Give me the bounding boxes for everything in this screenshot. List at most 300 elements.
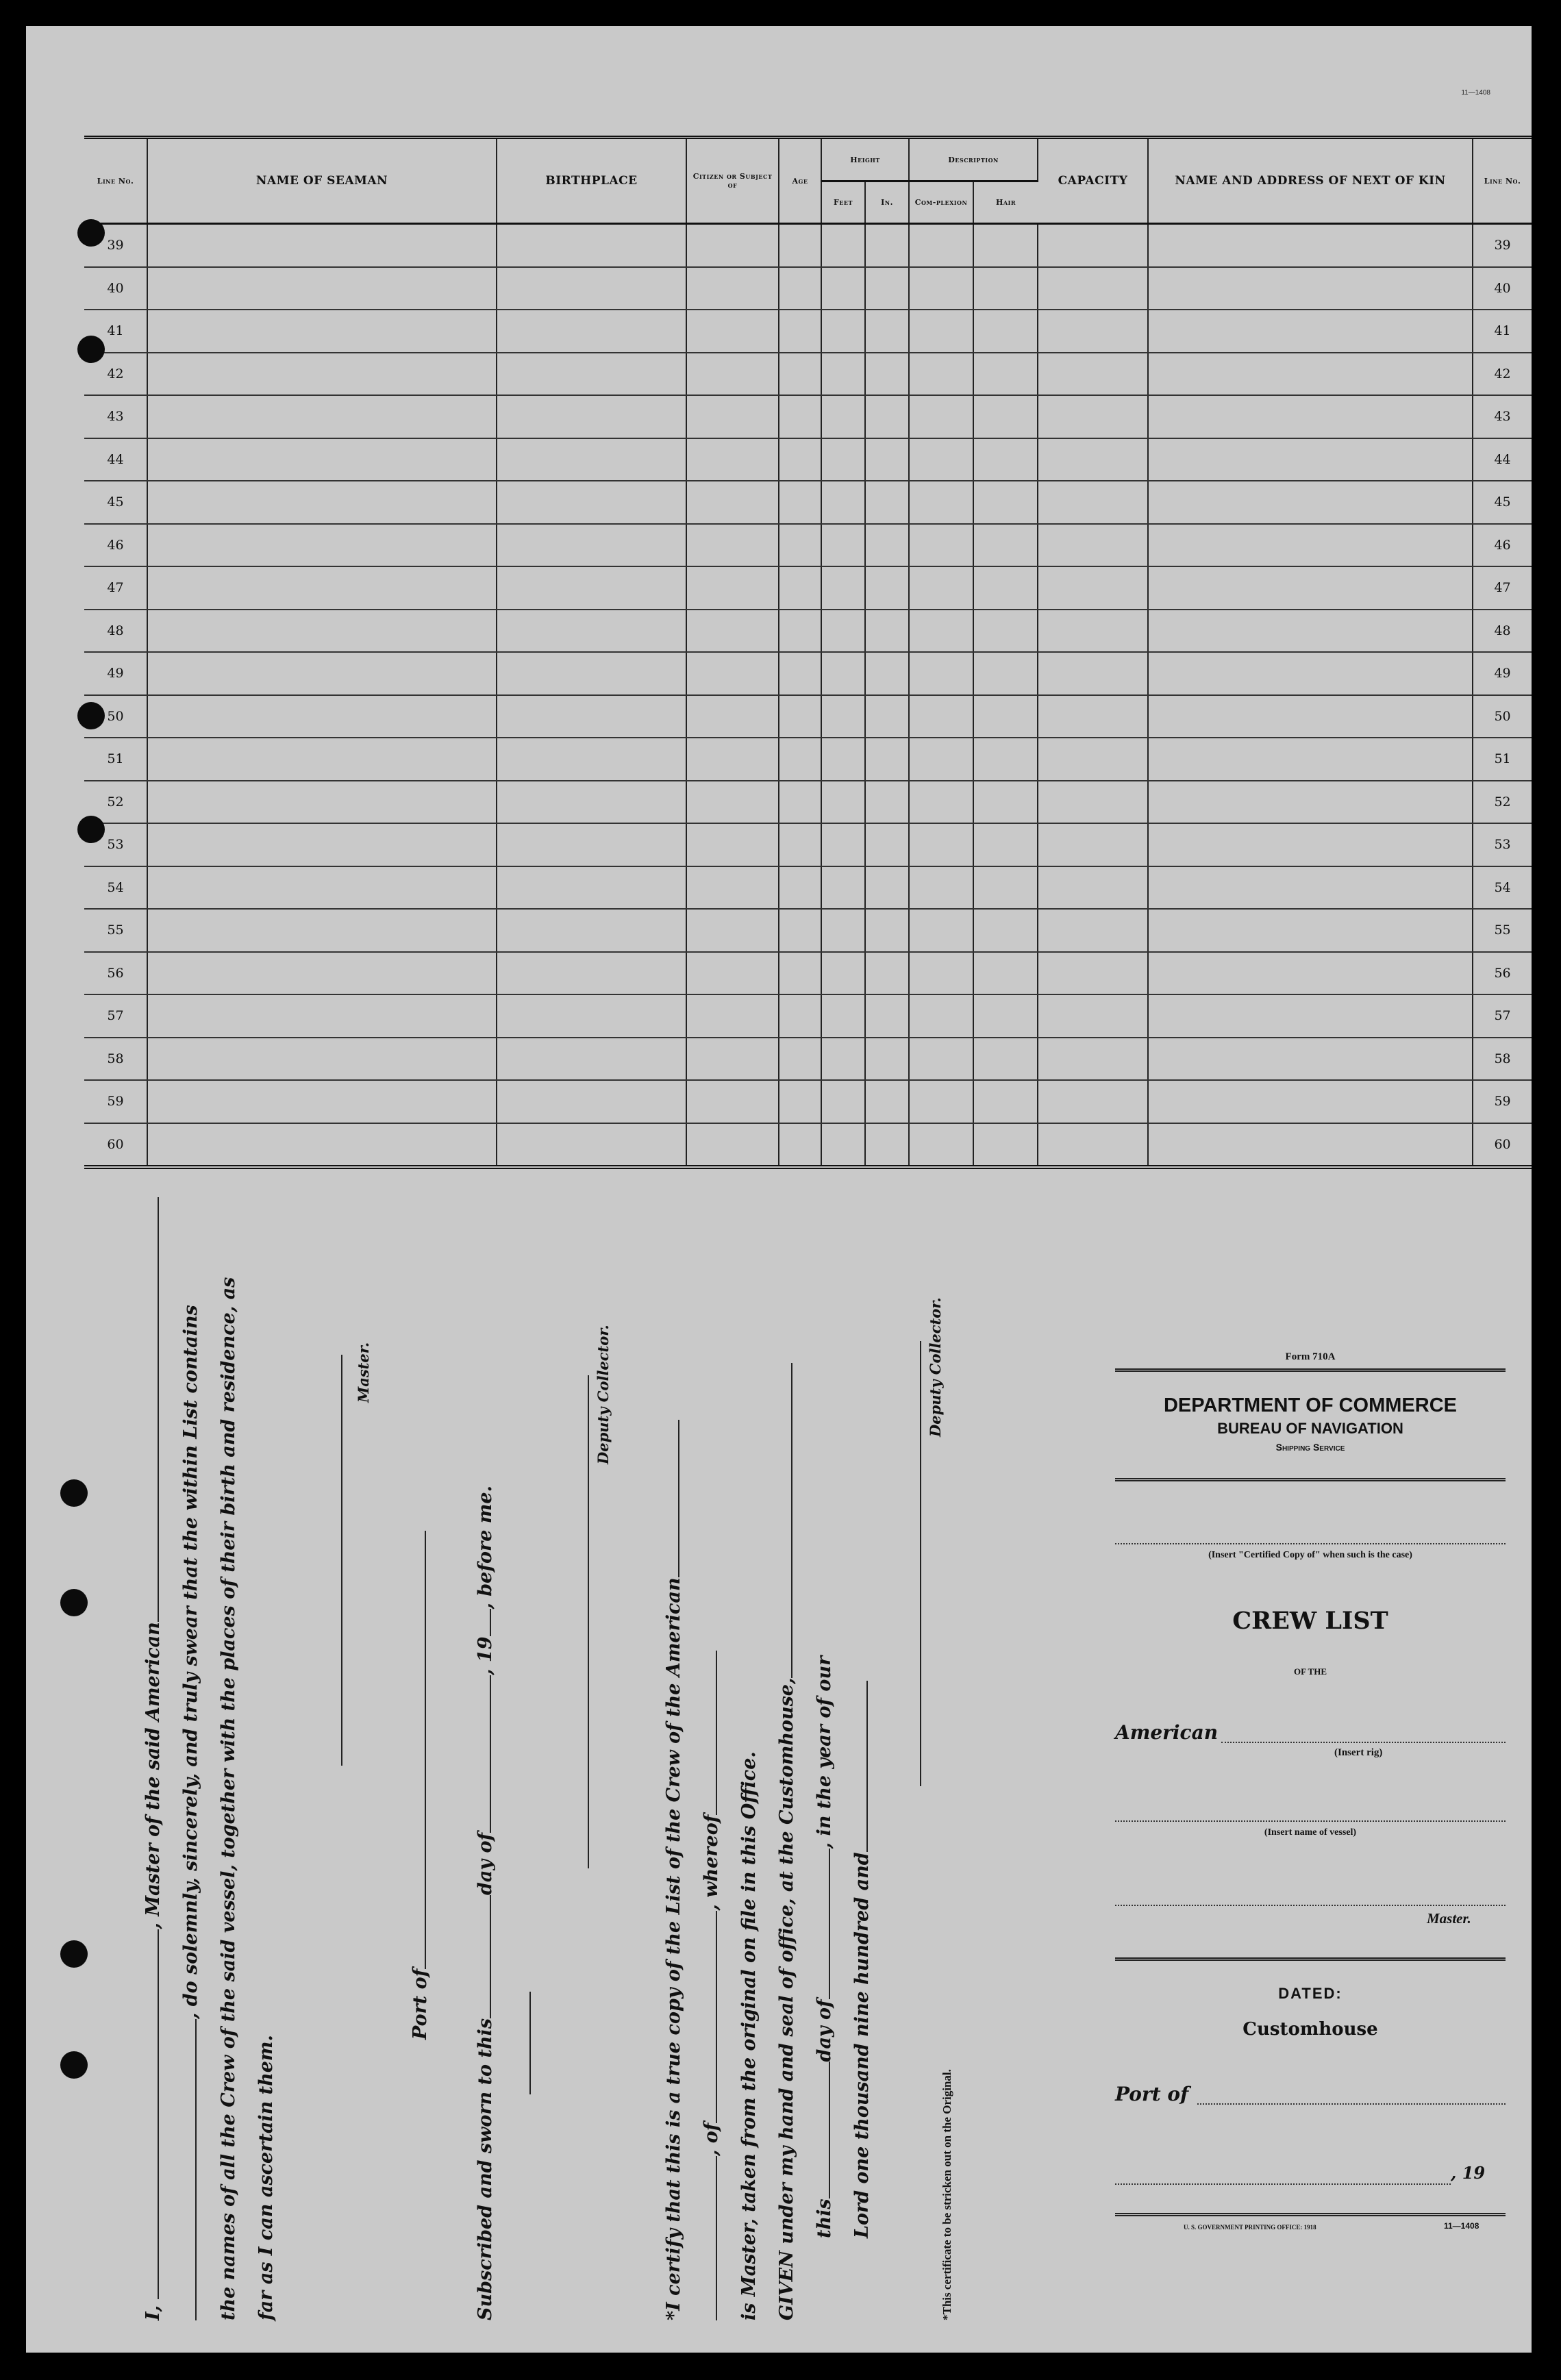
year-19-label: , 19: [475, 1636, 496, 1675]
table-cell[interactable]: [1038, 994, 1148, 1038]
table-cell[interactable]: [497, 781, 686, 824]
table-cell[interactable]: [686, 353, 779, 396]
table-cell[interactable]: [779, 952, 821, 995]
table-cell[interactable]: [821, 566, 865, 610]
table-row: [84, 652, 1532, 695]
table-cell[interactable]: [821, 695, 865, 738]
service-label: Shipping Service: [1275, 1442, 1345, 1453]
given-text: GIVEN under my hand and seal of office, at the Customhouse,: [776, 1677, 797, 2320]
line-number-right: 44: [1473, 438, 1532, 481]
table-cell[interactable]: [865, 566, 909, 610]
table-cell[interactable]: [909, 695, 973, 738]
table-cell[interactable]: [865, 224, 909, 267]
table-cell[interactable]: [686, 823, 779, 866]
table-cell[interactable]: [1148, 652, 1473, 695]
table-cell[interactable]: [1038, 224, 1148, 267]
table-cell[interactable]: [1148, 1080, 1473, 1123]
table-cell[interactable]: [909, 952, 973, 995]
table-cell[interactable]: [973, 610, 1038, 653]
port-of-label-panel: Port of: [1115, 2083, 1189, 2105]
oath-i-label: I,: [142, 2305, 164, 2320]
table-cell[interactable]: [973, 438, 1038, 481]
table-cell[interactable]: [973, 909, 1038, 952]
table-cell[interactable]: [821, 866, 865, 910]
line-number: 46: [84, 524, 147, 567]
table-cell[interactable]: [497, 738, 686, 781]
table-cell[interactable]: [973, 310, 1038, 353]
table-cell[interactable]: [1038, 1123, 1148, 1168]
printing-office-label: U. S. GOVERNMENT PRINTING OFFICE: 1918: [1184, 2224, 1316, 2231]
table-cell[interactable]: [147, 610, 497, 653]
table-cell[interactable]: [686, 1123, 779, 1168]
table-cell[interactable]: [973, 267, 1038, 310]
table-cell[interactable]: [147, 781, 497, 824]
table-cell[interactable]: [1038, 823, 1148, 866]
table-cell[interactable]: [865, 610, 909, 653]
table-cell[interactable]: [686, 781, 779, 824]
table-cell[interactable]: [821, 781, 865, 824]
deputy-collector-caption-2: Deputy Collector.: [927, 1297, 944, 1437]
table-cell[interactable]: [779, 652, 821, 695]
table-cell[interactable]: [1038, 1080, 1148, 1123]
table-cell[interactable]: [147, 353, 497, 396]
table-cell[interactable]: [1038, 781, 1148, 824]
table-cell[interactable]: [1038, 1038, 1148, 1081]
table-cell[interactable]: [497, 310, 686, 353]
table-cell[interactable]: [1038, 481, 1148, 524]
table-cell[interactable]: [973, 224, 1038, 267]
table-cell[interactable]: [973, 1123, 1038, 1168]
table-cell[interactable]: [497, 695, 686, 738]
table-cell[interactable]: [865, 695, 909, 738]
table-cell[interactable]: [147, 267, 497, 310]
table-cell[interactable]: [1148, 695, 1473, 738]
table-cell[interactable]: [686, 395, 779, 438]
table-cell[interactable]: [779, 1123, 821, 1168]
table-cell[interactable]: [821, 1080, 865, 1123]
customhouse-blank[interactable]: [791, 1363, 792, 1678]
table-row: [84, 909, 1532, 952]
table-cell[interactable]: [147, 952, 497, 995]
table-cell[interactable]: [865, 310, 909, 353]
table-row: [84, 395, 1532, 438]
table-cell[interactable]: [1038, 395, 1148, 438]
table-cell[interactable]: [821, 353, 865, 396]
table-cell[interactable]: [821, 438, 865, 481]
table-cell[interactable]: [821, 738, 865, 781]
table-cell[interactable]: [973, 738, 1038, 781]
table-cell[interactable]: [865, 823, 909, 866]
rig-blank[interactable]: [716, 2156, 717, 2320]
table-cell[interactable]: [147, 1038, 497, 1081]
table-cell[interactable]: [865, 909, 909, 952]
table-cell[interactable]: [147, 695, 497, 738]
table-cell[interactable]: [497, 566, 686, 610]
day-blank-2[interactable]: [829, 2062, 830, 2199]
table-cell[interactable]: [1148, 481, 1473, 524]
panel-rule-3: [1115, 1957, 1506, 1961]
table-cell[interactable]: [1148, 224, 1473, 267]
table-cell[interactable]: [1038, 610, 1148, 653]
table-cell[interactable]: [909, 481, 973, 524]
table-cell[interactable]: [821, 310, 865, 353]
day-blank[interactable]: [490, 1895, 491, 2018]
table-cell[interactable]: [779, 310, 821, 353]
table-cell[interactable]: [973, 1038, 1038, 1081]
table-cell[interactable]: [1148, 310, 1473, 353]
oath-master-of-label: , Master of the said American: [142, 1622, 164, 1929]
table-cell[interactable]: [1148, 1038, 1473, 1081]
table-cell[interactable]: [909, 310, 973, 353]
table-cell[interactable]: [1038, 438, 1148, 481]
table-cell[interactable]: [779, 994, 821, 1038]
table-cell[interactable]: [1038, 524, 1148, 567]
table-cell[interactable]: [1148, 566, 1473, 610]
table-cell[interactable]: [821, 652, 865, 695]
line-number-right: 60: [1473, 1123, 1532, 1168]
deputy-signature-line-1[interactable]: [588, 1375, 589, 1868]
punch-hole: [60, 1479, 88, 1507]
table-cell[interactable]: [779, 909, 821, 952]
table-row: [84, 524, 1532, 567]
table-cell[interactable]: [821, 1038, 865, 1081]
table-cell[interactable]: [973, 781, 1038, 824]
table-cell[interactable]: [497, 1038, 686, 1081]
table-cell[interactable]: [686, 481, 779, 524]
table-row: [84, 610, 1532, 653]
table-cell[interactable]: [1038, 353, 1148, 396]
table-cell[interactable]: [686, 310, 779, 353]
insert-vessel-label: (Insert name of vessel): [1264, 1827, 1357, 1838]
table-cell[interactable]: [1148, 395, 1473, 438]
table-cell[interactable]: [1148, 866, 1473, 910]
table-cell[interactable]: [497, 909, 686, 952]
table-cell[interactable]: [779, 610, 821, 653]
table-cell[interactable]: [497, 353, 686, 396]
table-cell[interactable]: [865, 781, 909, 824]
vessel-blank[interactable]: [158, 1197, 159, 1622]
table-cell[interactable]: [821, 224, 865, 267]
table-cell[interactable]: [686, 524, 779, 567]
line-number: 47: [84, 566, 147, 610]
table-cell[interactable]: [686, 438, 779, 481]
table-cell[interactable]: [909, 353, 973, 396]
table-cell[interactable]: [1038, 738, 1148, 781]
table-cell[interactable]: [497, 952, 686, 995]
line-number-right: 40: [1473, 267, 1532, 310]
month-blank[interactable]: [490, 1675, 491, 1833]
table-cell[interactable]: [909, 224, 973, 267]
table-cell[interactable]: [821, 1123, 865, 1168]
table-cell[interactable]: [865, 952, 909, 995]
line-number: 43: [84, 395, 147, 438]
oath-blank-2[interactable]: [195, 2019, 197, 2320]
table-row: [84, 1123, 1532, 1168]
table-cell[interactable]: [1148, 1123, 1473, 1168]
table-cell[interactable]: [147, 823, 497, 866]
table-cell[interactable]: [497, 1080, 686, 1123]
table-cell[interactable]: [821, 610, 865, 653]
table-cell[interactable]: [909, 781, 973, 824]
line-number: 60: [84, 1123, 147, 1168]
table-cell[interactable]: [973, 866, 1038, 910]
table-cell[interactable]: [821, 994, 865, 1038]
table-cell[interactable]: [779, 866, 821, 910]
month-blank-2[interactable]: [829, 1849, 830, 1999]
line-number: 40: [84, 267, 147, 310]
table-cell[interactable]: [779, 267, 821, 310]
table-cell[interactable]: [1148, 353, 1473, 396]
line-number: 54: [84, 866, 147, 910]
table-cell[interactable]: [1038, 566, 1148, 610]
table-cell[interactable]: [821, 267, 865, 310]
table-cell[interactable]: [497, 524, 686, 567]
table-cell[interactable]: [909, 994, 973, 1038]
table-row: [84, 438, 1532, 481]
table-cell[interactable]: [147, 994, 497, 1038]
table-cell[interactable]: [973, 823, 1038, 866]
line-number: 56: [84, 952, 147, 995]
certify-text: *I certify that this is a true copy of the List of the Crew of the American: [663, 1577, 684, 2320]
table-cell[interactable]: [1148, 823, 1473, 866]
table-cell[interactable]: [147, 224, 497, 267]
table-cell[interactable]: [686, 652, 779, 695]
line-number: 53: [84, 823, 147, 866]
table-cell[interactable]: [909, 1080, 973, 1123]
table-cell[interactable]: [865, 438, 909, 481]
table-cell[interactable]: [147, 566, 497, 610]
table-cell[interactable]: [1148, 994, 1473, 1038]
table-cell[interactable]: [779, 353, 821, 396]
of-the-label: OF THE: [1293, 1666, 1327, 1677]
form-number-top: 11—1408: [1461, 89, 1490, 97]
table-cell[interactable]: [1038, 909, 1148, 952]
table-cell[interactable]: [497, 994, 686, 1038]
table-cell[interactable]: [779, 1080, 821, 1123]
master-name-blank[interactable]: [158, 1929, 159, 2299]
table-cell[interactable]: [1148, 952, 1473, 995]
vessel-blank-2[interactable]: [678, 1420, 679, 1577]
table-cell[interactable]: [147, 652, 497, 695]
table-cell[interactable]: [779, 438, 821, 481]
table-cell[interactable]: [686, 224, 779, 267]
table-cell[interactable]: [497, 395, 686, 438]
table-cell[interactable]: [1038, 652, 1148, 695]
table-cell[interactable]: [973, 353, 1038, 396]
table-cell[interactable]: [497, 481, 686, 524]
form-710a-label: Form 710A: [1285, 1351, 1336, 1362]
table-cell[interactable]: [497, 610, 686, 653]
table-cell[interactable]: [1038, 267, 1148, 310]
table-cell[interactable]: [865, 267, 909, 310]
table-cell[interactable]: [821, 481, 865, 524]
table-cell[interactable]: [909, 823, 973, 866]
table-cell[interactable]: [497, 652, 686, 695]
table-cell[interactable]: [865, 353, 909, 396]
table-cell[interactable]: [147, 524, 497, 567]
deputy-signature-line-2[interactable]: [920, 1341, 921, 1786]
table-cell[interactable]: [821, 823, 865, 866]
table-cell[interactable]: [497, 224, 686, 267]
table-cell[interactable]: [779, 823, 821, 866]
header-name-of-seaman: NAME OF SEAMAN: [147, 138, 497, 224]
table-cell[interactable]: [1148, 438, 1473, 481]
table-cell[interactable]: [147, 1080, 497, 1123]
table-cell[interactable]: [147, 1123, 497, 1168]
line-number-right: 53: [1473, 823, 1532, 866]
punch-hole: [77, 702, 105, 729]
table-cell[interactable]: [973, 1080, 1038, 1123]
table-cell[interactable]: [779, 695, 821, 738]
table-cell[interactable]: [1148, 781, 1473, 824]
table-cell[interactable]: [909, 1038, 973, 1081]
certified-copy-blank[interactable]: [1115, 1543, 1506, 1544]
table-cell[interactable]: [779, 224, 821, 267]
table-cell[interactable]: [1038, 952, 1148, 995]
table-cell[interactable]: [973, 481, 1038, 524]
table-cell[interactable]: [909, 652, 973, 695]
rig-field[interactable]: [1221, 1742, 1506, 1743]
table-cell[interactable]: [147, 310, 497, 353]
master-name-field[interactable]: [1115, 1905, 1506, 1906]
table-cell[interactable]: [909, 610, 973, 653]
table-row: [84, 310, 1532, 353]
table-cell[interactable]: [497, 1123, 686, 1168]
oath-line-3: the names of all the Crew of the said vessel, together with the places of their birth and residence, as: [218, 1277, 239, 2320]
table-cell[interactable]: [1148, 738, 1473, 781]
table-cell[interactable]: [973, 952, 1038, 995]
table-cell[interactable]: [909, 395, 973, 438]
table-cell[interactable]: [909, 1123, 973, 1168]
table-cell[interactable]: [821, 524, 865, 567]
table-cell[interactable]: [821, 909, 865, 952]
table-cell[interactable]: [686, 994, 779, 1038]
table-cell[interactable]: [779, 566, 821, 610]
table-row: [84, 353, 1532, 396]
table-cell[interactable]: [1148, 524, 1473, 567]
table-cell[interactable]: [686, 267, 779, 310]
table-cell[interactable]: [147, 738, 497, 781]
table-cell[interactable]: [973, 566, 1038, 610]
place-blank[interactable]: [716, 1911, 717, 2123]
master-caption: Master.: [355, 1342, 372, 1403]
table-cell[interactable]: [909, 909, 973, 952]
vessel-name-field[interactable]: [1115, 1820, 1506, 1822]
table-cell[interactable]: [497, 866, 686, 910]
table-cell[interactable]: [686, 909, 779, 952]
table-row: [84, 823, 1532, 866]
table-cell[interactable]: [973, 524, 1038, 567]
panel-rule-top: [1115, 1368, 1506, 1372]
table-cell[interactable]: [686, 610, 779, 653]
table-cell[interactable]: [686, 738, 779, 781]
table-cell[interactable]: [1038, 866, 1148, 910]
table-cell[interactable]: [147, 866, 497, 910]
table-cell[interactable]: [1148, 267, 1473, 310]
table-cell[interactable]: [147, 395, 497, 438]
table-cell[interactable]: [865, 994, 909, 1038]
table-cell[interactable]: [973, 652, 1038, 695]
table-cell[interactable]: [686, 952, 779, 995]
port-field[interactable]: [1197, 2103, 1506, 2105]
table-cell[interactable]: [686, 866, 779, 910]
table-cell[interactable]: [865, 652, 909, 695]
crew-table-body: [84, 224, 1532, 1168]
table-cell[interactable]: [909, 866, 973, 910]
table-cell[interactable]: [147, 481, 497, 524]
table-cell[interactable]: [821, 395, 865, 438]
table-cell[interactable]: [973, 994, 1038, 1038]
given-line: [776, 1363, 797, 2320]
table-cell[interactable]: [909, 566, 973, 610]
table-cell[interactable]: [497, 267, 686, 310]
table-cell[interactable]: [1038, 695, 1148, 738]
whereof-blank[interactable]: [716, 1651, 717, 1815]
table-cell[interactable]: [865, 524, 909, 567]
table-cell[interactable]: [909, 267, 973, 310]
table-cell[interactable]: [497, 823, 686, 866]
table-cell[interactable]: [147, 909, 497, 952]
table-cell[interactable]: [779, 1038, 821, 1081]
table-cell[interactable]: [1038, 310, 1148, 353]
table-cell[interactable]: [909, 438, 973, 481]
table-cell[interactable]: [686, 1080, 779, 1123]
subscribed-label: Subscribed and sworn to this: [475, 2018, 496, 2320]
table-cell[interactable]: [909, 738, 973, 781]
line-number-right: 56: [1473, 952, 1532, 995]
table-cell[interactable]: [821, 952, 865, 995]
whereof-label: , whereof: [701, 1814, 722, 1911]
table-cell[interactable]: [779, 395, 821, 438]
table-cell[interactable]: [865, 866, 909, 910]
short-sign-line[interactable]: [529, 1992, 531, 2094]
table-cell[interactable]: [865, 738, 909, 781]
punch-hole: [77, 816, 105, 843]
table-cell[interactable]: [865, 1080, 909, 1123]
table-cell[interactable]: [865, 1038, 909, 1081]
table-cell[interactable]: [779, 738, 821, 781]
table-cell[interactable]: [1148, 610, 1473, 653]
table-cell[interactable]: [686, 566, 779, 610]
punch-hole: [60, 1589, 88, 1616]
table-cell[interactable]: [1148, 909, 1473, 952]
line-number: 55: [84, 909, 147, 952]
port-blank[interactable]: [425, 1531, 426, 1969]
table-cell[interactable]: [686, 1038, 779, 1081]
table-cell[interactable]: [973, 695, 1038, 738]
table-cell[interactable]: [779, 524, 821, 567]
year-blank-2[interactable]: [866, 1681, 868, 1852]
table-row: [84, 1038, 1532, 1081]
line-number-right: 54: [1473, 866, 1532, 910]
line-number-right: 52: [1473, 781, 1532, 824]
line-number-right: 39: [1473, 224, 1532, 267]
table-cell[interactable]: [779, 781, 821, 824]
table-cell[interactable]: [909, 524, 973, 567]
table-cell[interactable]: [973, 395, 1038, 438]
table-cell[interactable]: [865, 481, 909, 524]
table-cell[interactable]: [147, 438, 497, 481]
year-blank[interactable]: [490, 1609, 491, 1637]
master-signature-line[interactable]: [341, 1355, 342, 1766]
table-cell[interactable]: [779, 481, 821, 524]
table-cell[interactable]: [497, 438, 686, 481]
table-cell[interactable]: [865, 1123, 909, 1168]
date-field[interactable]: [1115, 2183, 1451, 2185]
table-cell[interactable]: [686, 695, 779, 738]
line-number-right: 47: [1473, 566, 1532, 610]
table-cell[interactable]: [865, 395, 909, 438]
